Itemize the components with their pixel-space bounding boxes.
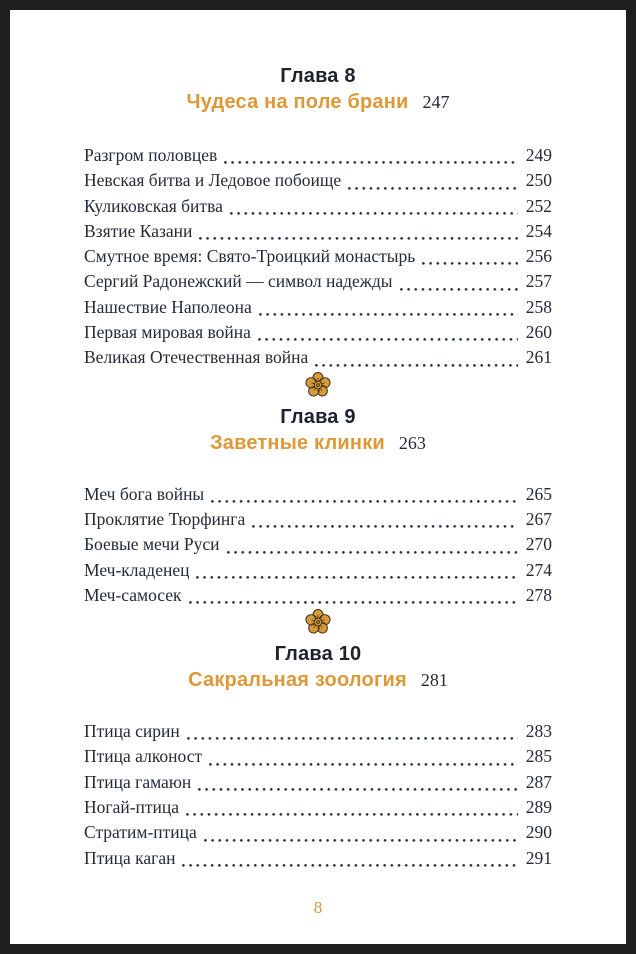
toc-entry [84, 269, 552, 294]
dot-leader [348, 187, 518, 190]
chapter-title: Сакральная зоология [188, 669, 407, 692]
dot-leader [227, 551, 518, 554]
toc-section-chapter-8 [84, 64, 552, 371]
toc-entry [84, 846, 552, 871]
toc-entry [84, 744, 552, 769]
toc-entry-page: 274 [525, 559, 552, 580]
chapter-heading: Глава 9 [280, 405, 356, 428]
toc-section-chapter-9 [84, 405, 552, 608]
dot-leader [400, 288, 518, 291]
toc-entry-title: Куликовская битва [84, 195, 223, 216]
dot-leader [199, 237, 518, 240]
toc-entry [84, 219, 552, 244]
toc-entry-page: 290 [525, 822, 552, 843]
dot-leader [259, 313, 518, 316]
toc-entry-title: Меч-кладенец [84, 559, 190, 580]
toc-entry-page: 256 [525, 246, 552, 267]
dot-leader [258, 338, 518, 341]
chapter-subtitle [84, 430, 552, 458]
toc-entry [84, 507, 552, 532]
toc-entry-page: 270 [525, 534, 552, 555]
dot-leader [211, 500, 518, 503]
toc-entry [84, 770, 552, 795]
chapter-title: Чудеса на поле брани [186, 91, 409, 113]
chapter-heading: Глава 8 [280, 65, 356, 87]
toc-entry-title: Птица гамаюн [84, 771, 192, 792]
toc-entry [84, 583, 552, 608]
folio-page-number: 8 [313, 898, 323, 917]
toc-entry-list [84, 143, 552, 371]
toc-entry [84, 795, 552, 820]
toc-entry [84, 143, 552, 168]
toc-entry [84, 345, 552, 370]
toc-entry-page: 289 [525, 797, 552, 818]
chapter-heading: Глава 10 [274, 643, 362, 666]
toc-entry-page: 278 [525, 584, 552, 605]
toc-entry [84, 194, 552, 219]
dot-leader [186, 813, 518, 816]
toc-entry-title: Первая мировая война [84, 322, 251, 343]
toc-entry [84, 168, 552, 193]
toc-entry-list [84, 482, 552, 608]
toc-entry-title: Меч бога войны [84, 483, 205, 504]
table-of-contents [84, 10, 552, 871]
toc-entry-page: 258 [525, 296, 552, 317]
dot-leader [196, 576, 518, 579]
flower-ornament-icon [304, 608, 332, 636]
chapter-subtitle [84, 89, 552, 117]
dot-leader [187, 737, 518, 740]
toc-entry [84, 320, 552, 345]
dot-leader [209, 763, 518, 766]
toc-entry-page: 261 [525, 347, 552, 368]
toc-entry-title: Разгром половцев [84, 145, 218, 165]
toc-entry-title: Нашествие Наполеона [84, 296, 252, 317]
chapter-title: Заветные клинки [210, 431, 385, 454]
toc-entry-page: 249 [525, 145, 552, 165]
toc-entry-page: 250 [525, 170, 552, 191]
dot-leader [315, 364, 518, 367]
toc-entry-page: 291 [525, 847, 552, 868]
toc-entry-title: Проклятие Тюрфинга [84, 508, 246, 529]
chapter-page-number: 263 [398, 432, 426, 453]
toc-entry-title: Сергий Радонежский — символ надежды [84, 271, 393, 292]
dot-leader [204, 839, 518, 842]
chapter-page-number: 247 [422, 92, 450, 112]
toc-entry-page: 252 [525, 195, 552, 216]
toc-entry-title: Стратим-птица [84, 822, 197, 843]
dot-leader [189, 601, 518, 604]
section-divider-ornament [84, 608, 552, 636]
toc-entry-page: 254 [525, 220, 552, 241]
toc-entry-page: 260 [525, 322, 552, 343]
toc-entry-title: Птица алконост [84, 746, 203, 767]
toc-entry-page: 267 [525, 508, 552, 529]
toc-entry-title: Боевые мечи Руси [84, 534, 220, 555]
toc-entry-title: Меч-самосек [84, 584, 182, 605]
toc-entry-title: Невская битва и Ледовое побоище [84, 170, 342, 191]
toc-entry [84, 719, 552, 744]
toc-entry-title: Смутное время: Свято-Троицкий монастырь [84, 246, 416, 267]
toc-entry [84, 532, 552, 557]
chapter-subtitle [84, 667, 552, 695]
dot-leader [230, 212, 518, 215]
toc-entry [84, 482, 552, 507]
toc-entry-title: Птица каган [84, 847, 176, 868]
toc-entry-page: 285 [525, 746, 552, 767]
book-page [10, 10, 626, 944]
toc-entry-title: Птица сирин [84, 721, 180, 742]
toc-entry [84, 558, 552, 583]
toc-entry-page: 257 [525, 271, 552, 292]
toc-entry [84, 820, 552, 845]
dot-leader [182, 864, 518, 867]
dot-leader [422, 262, 518, 265]
toc-entry-title: Ногай-птица [84, 797, 180, 818]
dot-leader [198, 788, 518, 791]
toc-entry-title: Великая Отечественная война [84, 347, 309, 368]
toc-entry [84, 244, 552, 269]
section-divider-ornament [84, 371, 552, 399]
toc-entry-page: 265 [525, 483, 552, 504]
flower-ornament-icon [304, 371, 332, 399]
dot-leader [224, 161, 518, 164]
toc-entry-list [84, 719, 552, 871]
toc-entry [84, 295, 552, 320]
toc-section-chapter-10 [84, 642, 552, 871]
toc-entry-title: Взятие Казани [84, 220, 193, 241]
toc-entry-page: 283 [525, 721, 552, 742]
dot-leader [252, 525, 518, 528]
chapter-page-number: 281 [420, 670, 448, 691]
toc-entry-page: 287 [525, 771, 552, 792]
